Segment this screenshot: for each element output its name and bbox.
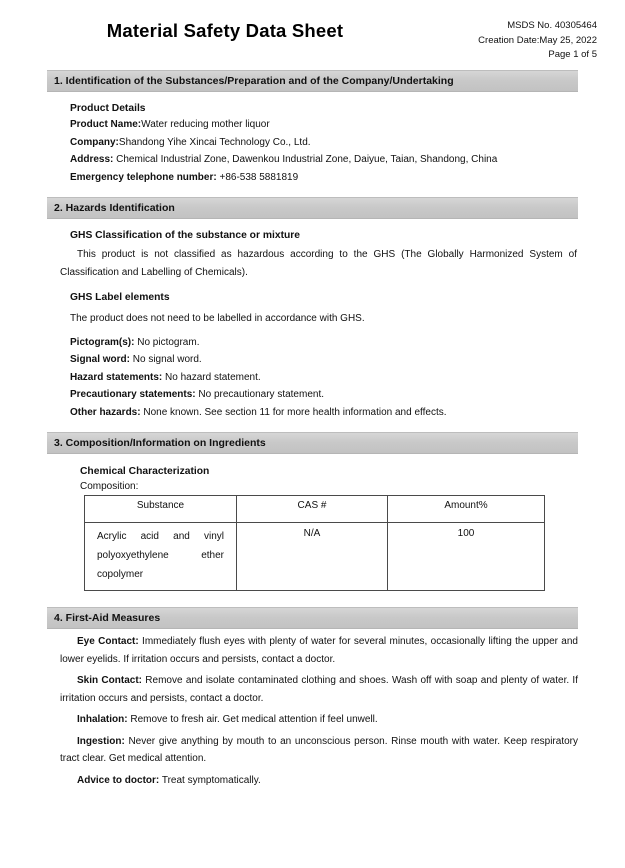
- ingestion-value: Never give anything by mouth to an unconscious person. Rinse mouth with water. Keep respiratory tract clear. Get medical attention.: [60, 735, 578, 764]
- emergency-phone-label: Emergency telephone number:: [70, 171, 217, 183]
- column-header-substance: Substance: [85, 496, 237, 523]
- product-name-label: Product Name:: [70, 119, 142, 130]
- column-header-cas: CAS #: [237, 496, 388, 523]
- emergency-phone-row: [70, 169, 578, 187]
- other-hazards-label: Other hazards:: [70, 406, 141, 418]
- ingestion-row: [60, 733, 578, 768]
- document-header: [0, 0, 625, 70]
- advice-to-doctor-value: Treat symptomatically.: [159, 774, 261, 786]
- pictogram-value: No pictogram.: [134, 336, 200, 348]
- ghs-label-elements-label: GHS Label elements: [70, 292, 170, 303]
- hazard-statements-value: No hazard statement.: [162, 371, 261, 383]
- company-value: Shandong Yihe Xincai Technology Co., Ltd.: [118, 136, 311, 148]
- cell-substance: Acrylic acid and vinyl polyoxyethylene ether copolymer: [85, 523, 237, 591]
- inhalation-value: Remove to fresh air. Get medical attention if feel unwell.: [127, 714, 378, 725]
- skin-contact-value: Remove and isolate contaminated clothing and shoes. Wash off with soap and plenty of water. If irritation occurs and persists, contact a doctor.: [60, 675, 578, 704]
- eye-contact-value: Immediately flush eyes with plenty of water for several minutes, occasionally lifting the upper and lower eyelids. If irritation occurs and persists, contact a doctor.: [60, 636, 578, 665]
- composition-label: Composition:: [80, 481, 139, 492]
- page-title: Material Safety Data Sheet: [106, 20, 344, 41]
- column-header-amount: Amount%: [388, 496, 545, 523]
- signal-word-label: Signal word:: [70, 354, 130, 365]
- company-row: [70, 134, 578, 152]
- section-body-1: [47, 103, 578, 186]
- inhalation-label: Inhalation:: [77, 714, 128, 725]
- company-label: Company:: [70, 136, 119, 148]
- advice-to-doctor-label: Advice to doctor:: [77, 774, 160, 786]
- other-hazards-value: None known. See section 11 for more health information and effects.: [140, 406, 447, 418]
- product-name-value: Water reducing mother liquor: [141, 119, 270, 130]
- address-value: Chemical Industrial Zone, Dawenkou Industrial Zone, Daiyue, Taian, Shandong, China: [113, 154, 498, 165]
- hazard-statements-label: Hazard statements:: [70, 371, 163, 383]
- skin-contact-row: [60, 672, 578, 707]
- cell-cas: N/A: [237, 523, 388, 591]
- creation-date: Creation Date:May 25, 2022: [478, 34, 597, 46]
- document-meta: [478, 19, 597, 63]
- signal-word-value: No signal word.: [130, 354, 202, 365]
- eye-contact-row: [60, 633, 578, 668]
- other-hazards-row: [70, 404, 578, 422]
- chemical-characterization-label: Chemical Characterization: [80, 466, 210, 477]
- skin-contact-label: Skin Contact:: [77, 675, 142, 686]
- msds-number: MSDS No. 40305464: [507, 20, 597, 31]
- ghs-classification-text: This product is not classified as hazardous according to the GHS (The Globally Harmonized System of Classification and Labelling of Chemicals).: [60, 249, 577, 278]
- section-heading-1: 1. Identification of the Substances/Preparation and of the Company/Undertaking: [47, 70, 578, 92]
- section-heading-2: 2. Hazards Identification: [47, 197, 578, 219]
- section-body-4: [47, 633, 578, 789]
- table-row: [85, 523, 545, 591]
- precautionary-statements-label: Precautionary statements:: [70, 389, 196, 400]
- precautionary-statements-row: [70, 386, 578, 404]
- pictogram-row: [70, 334, 578, 352]
- ghs-classification-label: GHS Classification of the substance or mixture: [70, 230, 301, 241]
- cell-amount: 100: [388, 523, 545, 591]
- address-label: Address:: [70, 154, 114, 165]
- section-body-3: [47, 466, 578, 591]
- section-heading-4: 4. First-Aid Measures: [47, 607, 578, 629]
- section-body-2: [47, 230, 578, 421]
- precautionary-statements-value: No precautionary statement.: [195, 389, 325, 400]
- address-row: [70, 151, 578, 169]
- signal-word-row: [70, 351, 578, 369]
- hazard-statements-row: [70, 369, 578, 387]
- ghs-label-elements-text: The product does not need to be labelled in accordance with GHS.: [70, 313, 365, 324]
- inhalation-row: [60, 711, 578, 729]
- section-heading-3: 3. Composition/Information on Ingredients: [47, 432, 578, 454]
- eye-contact-label: Eye Contact:: [77, 636, 139, 647]
- table-header-row: [85, 496, 545, 523]
- product-details-label: Product Details: [70, 103, 146, 114]
- product-name-row: [70, 116, 578, 134]
- emergency-phone-value: +86-538 5881819: [216, 171, 299, 183]
- pictogram-label: Pictogram(s):: [70, 336, 135, 348]
- composition-table: [84, 495, 545, 591]
- advice-to-doctor-row: [60, 772, 578, 790]
- page-number: Page 1 of 5: [548, 49, 597, 60]
- ingestion-label: Ingestion:: [77, 735, 125, 747]
